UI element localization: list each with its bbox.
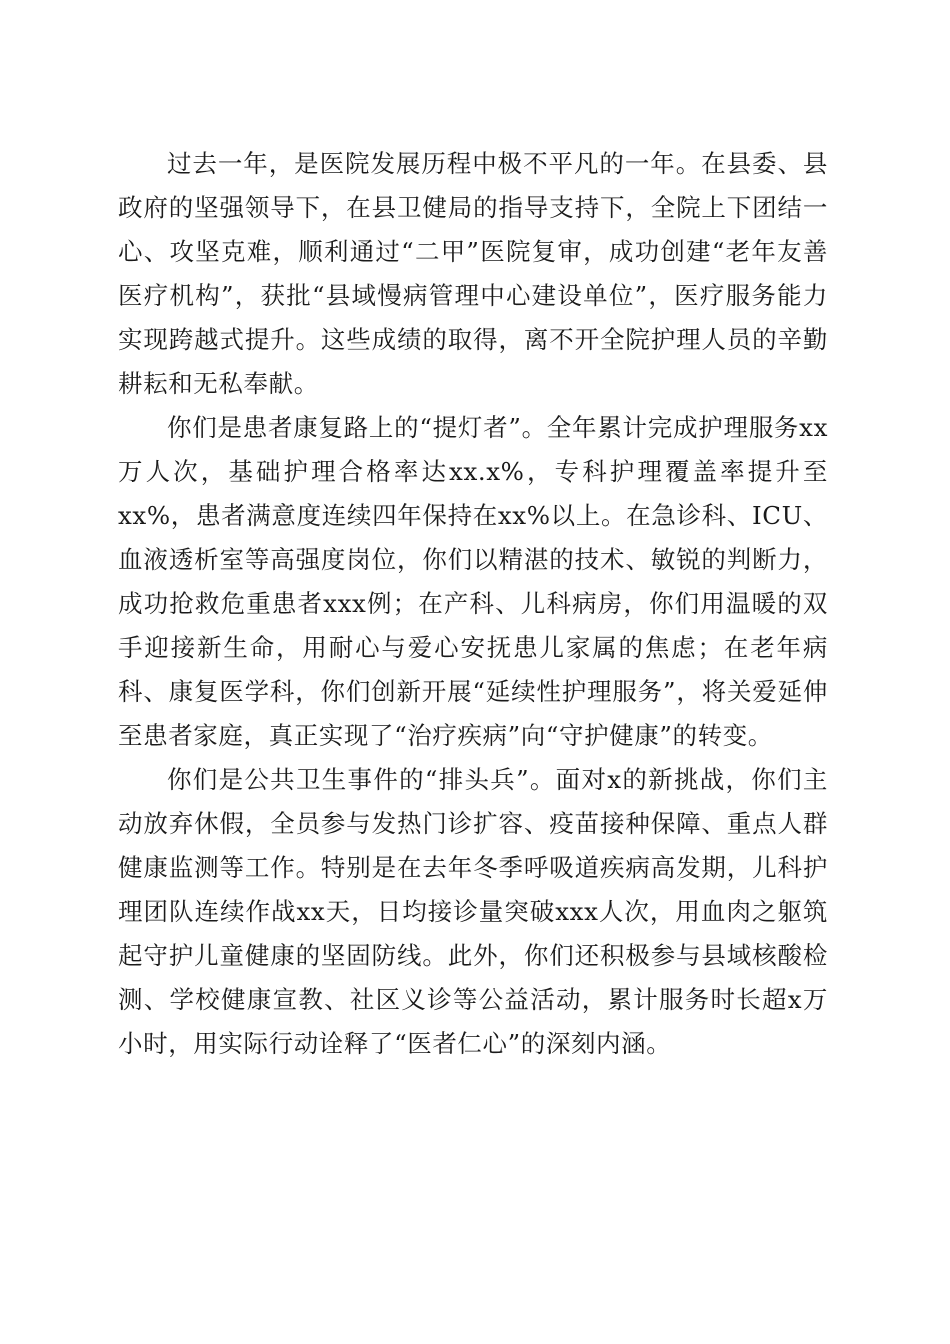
paragraph-2: 你们是患者康复路上的“提灯者”。全年累计完成护理服务xx万人次，基础护理合格率达xx.x%，专科护理覆盖率提升至xx%，患者满意度连续四年保持在xx%以上。在急诊科、ICU、血液透析室等高强度岗位，你们以精湛的技术、敏锐的判断力，成功抢救危重患者xxx例；在产科、儿科病房，你们用温暖的双手迎接新生命，用耐心与爱心安抚患儿家属的焦虑；在老年病科、康复医学科，你们创新开展“延续性护理服务”，将关爱延伸至患者家庭，真正实现了“治疗疾病”向“守护健康”的转变。: [118, 413, 828, 750]
paragraph-1: 过去一年，是医院发展历程中极不平凡的一年。在县委、县政府的坚强领导下，在县卫健局的指导支持下，全院上下团结一心、攻坚克难，顺利通过“二甲”医院复审，成功创建“老年友善医疗机构”，获批“县域慢病管理中心建设单位”，医疗服务能力实现跨越式提升。这些成绩的取得，离不开全院护理人员的辛勤耕耘和无私奉献。: [118, 149, 828, 398]
paragraph-3: 你们是公共卫生事件的“排头兵”。面对x的新挑战，你们主动放弃休假，全员参与发热门诊扩容、疫苗接种保障、重点人群健康监测等工作。特别是在去年冬季呼吸道疾病高发期，儿科护理团队连续作战xx天，日均接诊量突破xxx人次，用血肉之躯筑起守护儿童健康的坚固防线。此外，你们还积极参与县域核酸检测、学校健康宣教、社区义诊等公益活动，累计服务时长超x万小时，用实际行动诠释了“医者仁心”的深刻内涵。: [118, 765, 828, 1058]
document-body: [118, 142, 828, 1066]
